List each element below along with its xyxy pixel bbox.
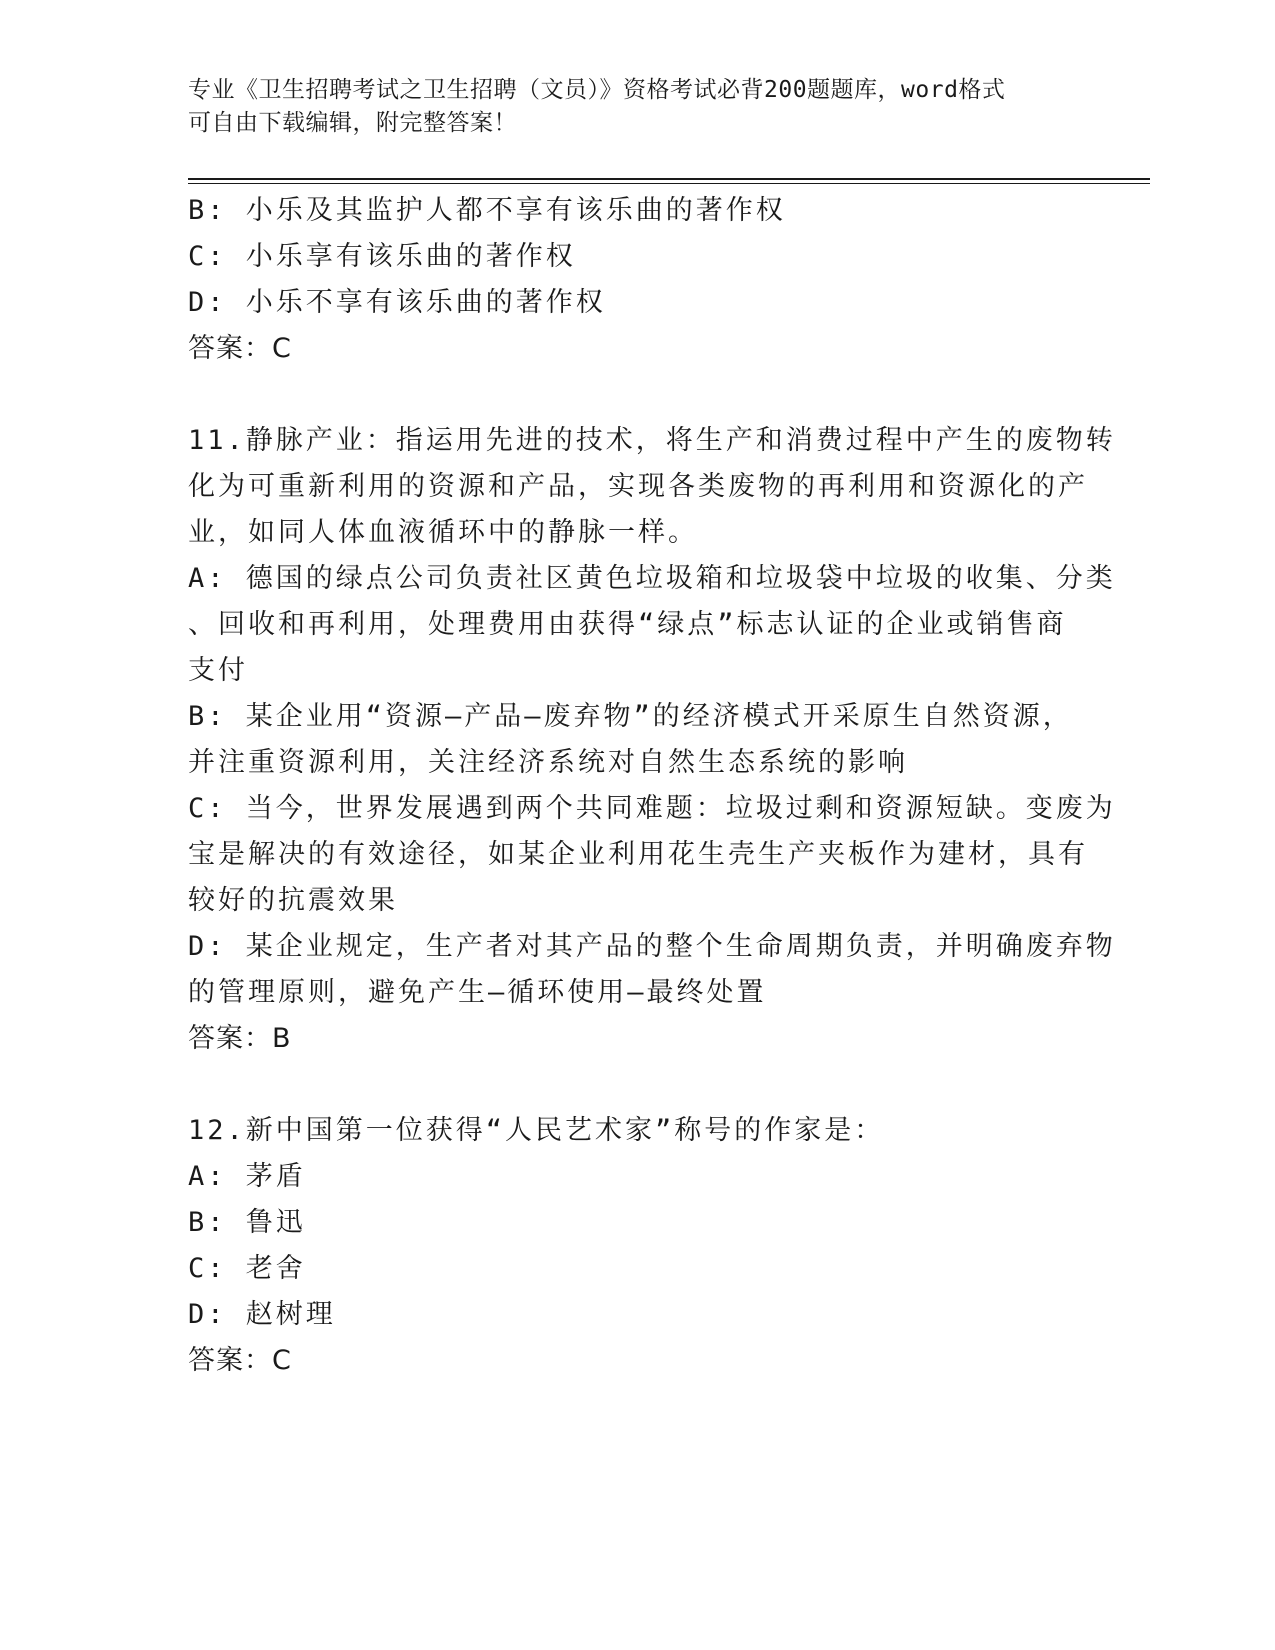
q10-option-b: B: 小乐及其监护人都不享有该乐曲的著作权 (188, 195, 786, 226)
q10-answer: 答案：C (188, 333, 292, 364)
q11-option-b-line-1: B: 某企业用“资源—产品—废弃物”的经济模式开采原生自然资源， (188, 701, 1073, 732)
q11-option-d-line-2: 的管理原则，避免产生—循环使用—最终处置 (188, 977, 767, 1008)
question-12 (188, 1108, 1088, 1384)
q12-option-a: A: 茅盾 (188, 1161, 306, 1192)
q12-option-d: D: 赵树理 (188, 1299, 336, 1330)
q11-option-a-line-1: A: 德国的绿点公司负责社区黄色垃圾箱和垃圾袋中垃圾的收集、分类 (188, 563, 1116, 594)
q11-option-a-line-2: 、回收和再利用，处理费用由获得“绿点”标志认证的企业或销售商 (188, 609, 1067, 640)
spacer (188, 372, 1088, 418)
q10-option-c: C: 小乐享有该乐曲的著作权 (188, 241, 576, 272)
q11-stem-line-3: 业，如同人体血液循环中的静脉一样。 (188, 517, 698, 548)
question-content (188, 188, 1116, 1384)
q12-option-c: C: 老舍 (188, 1253, 306, 1284)
header-title-line-1: 专业《卫生招聘考试之卫生招聘（文员）》资格考试必背200题题库，word格式 (188, 77, 1006, 103)
q11-option-a-line-3: 支付 (188, 655, 248, 686)
q11-answer: 答案：B (188, 1023, 292, 1054)
q11-option-d-line-1: D: 某企业规定，生产者对其产品的整个生命周期负责，并明确废弃物 (188, 931, 1116, 962)
q11-option-c-line-2: 宝是解决的有效途径，如某企业利用花生壳生产夹板作为建材，具有 (188, 839, 1088, 870)
q12-stem: 12.新中国第一位获得“人民艺术家”称号的作家是： (188, 1115, 885, 1146)
q11-option-c-line-1: C: 当今，世界发展遇到两个共同难题：垃圾过剩和资源短缺。变废为 (188, 793, 1116, 824)
header-divider-thick (188, 178, 1150, 180)
question-11 (188, 418, 1116, 1062)
q11-option-b-line-2: 并注重资源利用，关注经济系统对自然生态系统的影响 (188, 747, 908, 778)
q12-answer: 答案：C (188, 1345, 292, 1376)
q11-stem-line-1: 11.静脉产业：指运用先进的技术，将生产和消费过程中产生的废物转 (188, 425, 1116, 456)
header-divider-thin (188, 183, 1150, 184)
q11-stem-line-2: 化为可重新利用的资源和产品，实现各类废物的再利用和资源化的产 (188, 471, 1088, 502)
q10-option-d: D: 小乐不享有该乐曲的著作权 (188, 287, 606, 318)
spacer (188, 1062, 1088, 1108)
header-title-line-2: 可自由下载编辑，附完整答案！ (188, 110, 517, 136)
q12-option-b: B: 鲁迅 (188, 1207, 306, 1238)
document-header (188, 74, 1088, 140)
q11-option-c-line-3: 较好的抗震效果 (188, 885, 398, 916)
question-10 (188, 188, 1088, 372)
